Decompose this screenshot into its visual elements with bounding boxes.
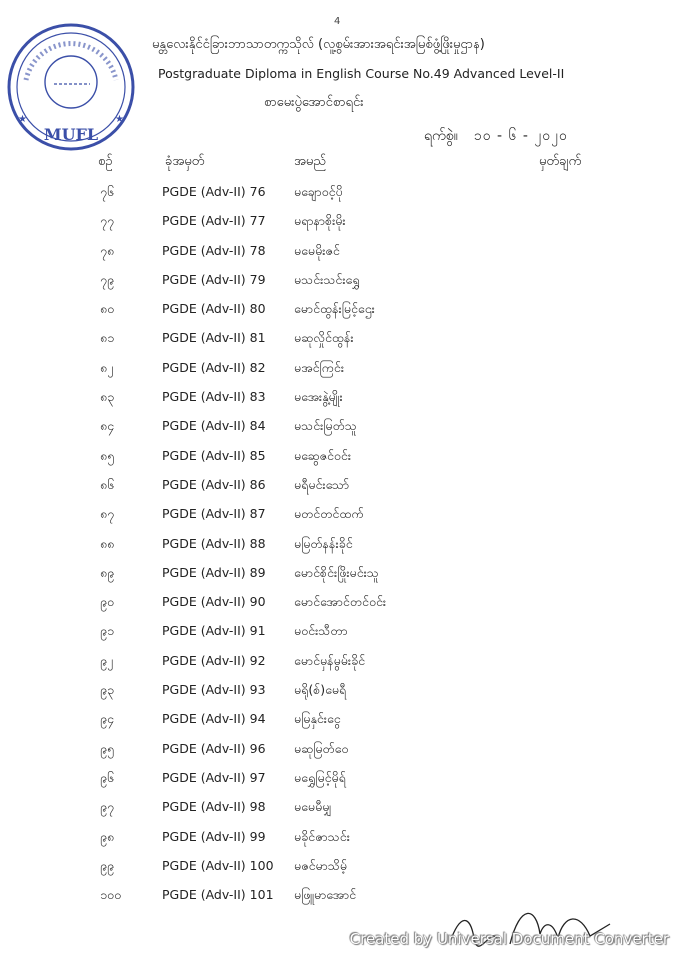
table-row [0,737,679,766]
table-row [0,619,679,648]
roll-number: PGDE (Adv-II) 81 [162,330,266,346]
roll-number: PGDE (Adv-II) 101 [162,887,274,903]
table-row [0,649,679,678]
row-number: ၉၅ [100,740,115,756]
university-seal [4,20,138,154]
student-name: မောင်မှန်မွမ်းခိုင် [294,652,366,668]
student-name: မဆုမြတ်ဝေ [294,740,349,756]
date-label: ရက်စွဲ။ [424,128,458,144]
student-name: မမြနှင်းငွေ [294,711,341,727]
row-number: ၉၄ [100,711,115,727]
table-row [0,532,679,561]
table-row [0,854,679,883]
row-number: ၇၈ [100,242,115,258]
roll-number: PGDE (Adv-II) 87 [162,506,266,522]
table-row [0,825,679,854]
column-header-no: စဉ် [98,154,113,169]
student-name: မအေးနွဲ့မျိုး [294,389,343,405]
row-number: ၇၆ [100,184,115,199]
student-name: မသင်းမြတ်သူ [294,418,357,434]
table-row [0,444,679,473]
row-number: ၉၈ [100,828,115,844]
student-name: မဆုလှိုင်ထွန်း [294,330,354,346]
student-name: မမေမိုးဇင် [294,242,340,258]
table-row [0,561,679,590]
roll-number: PGDE (Adv-II) 85 [162,447,266,463]
row-number: ၈၁ [100,330,115,346]
roll-number: PGDE (Adv-II) 76 [162,184,266,199]
watermark: Created by Universal Document Converter [349,930,669,948]
table-row [0,268,679,297]
column-header-remark: မှတ်ချက် [539,154,582,169]
roll-number: PGDE (Adv-II) 93 [162,682,266,698]
roll-number: PGDE (Adv-II) 88 [162,535,266,551]
student-name: မရီမင်းသော် [294,476,350,492]
student-name: မအင်ကြင်း [294,359,344,375]
results-table [0,180,679,912]
header-title-myanmar: မန္တလေးနိုင်ငံခြားဘာသာတက္ကသိုလ် (လူ့စွမ်းအားအရင်းအမြစ်ဖွံ့ဖြိုးမှုဌာန) [152,37,485,52]
column-header-name: အမည် [294,154,326,169]
seal-text: MUFL [43,125,99,144]
row-number: ၈၇ [100,506,115,522]
row-number: ၈၀ [100,301,115,317]
row-number: ၉၉ [100,857,115,873]
student-name: မရို(စ်)မေရီ [294,682,347,698]
table-row [0,766,679,795]
roll-number: PGDE (Adv-II) 83 [162,389,266,405]
roll-number: PGDE (Adv-II) 99 [162,828,266,844]
table-row [0,795,679,824]
student-name: မဆွေဇင်ဝင်း [294,447,352,463]
student-name: မခိုင်ဇာသင်း [294,828,350,844]
roll-number: PGDE (Adv-II) 77 [162,213,266,229]
row-number: ၉၇ [100,799,115,815]
roll-number: PGDE (Adv-II) 100 [162,857,274,873]
student-name: မရွှေမြင့်မိုရ် [294,769,346,785]
row-number: ၈၅ [100,447,115,463]
column-header-roll: ခုံအမှတ် [165,154,205,169]
page-number: 4 [334,16,341,27]
row-number: ၈၆ [100,476,115,492]
header-course-title: Postgraduate Diploma in English Course No.49 Advanced Level-II [158,66,565,81]
row-number: ၉၁ [100,623,115,639]
student-name: မချောဝင့်ပို [294,184,343,199]
table-row [0,502,679,531]
student-name: မရာနာစိုးမိုး [294,213,346,229]
row-number: ၇၉ [100,271,115,287]
student-name: မောင်ထွန်းမြင့်ဌေး [294,301,375,317]
roll-number: PGDE (Adv-II) 98 [162,799,266,815]
roll-number: PGDE (Adv-II) 84 [162,418,266,434]
student-name: မဝင်းသီတာ [294,623,348,639]
date-value: ၁၀ - ၆ - ၂၀၂၀ [473,128,568,144]
header-list-title: စာမေးပွဲအောင်စာရင်း [264,95,364,110]
table-row [0,678,679,707]
student-name: မောင်အောင်တင်ဝင်း [294,594,387,610]
student-name: မဇင်မာသိမ့် [294,857,348,873]
table-row [0,473,679,502]
table-row [0,180,679,209]
row-number: ၇၇ [100,213,115,229]
row-number: ၁၀၀ [100,887,122,903]
student-name: မသင်းသင်းရွှေ [294,271,360,287]
table-row [0,707,679,736]
row-number: ၈၃ [100,389,115,405]
row-number: ၉၃ [100,682,115,698]
student-name: မမေမီမျှ [294,799,332,815]
svg-text:★: ★ [115,114,124,125]
table-row [0,326,679,355]
svg-text:★: ★ [18,114,27,125]
roll-number: PGDE (Adv-II) 94 [162,711,266,727]
roll-number: PGDE (Adv-II) 82 [162,359,266,375]
roll-number: PGDE (Adv-II) 79 [162,271,266,287]
table-row [0,385,679,414]
row-number: ၉၂ [100,652,114,668]
table-row [0,209,679,238]
table-row [0,297,679,326]
row-number: ၈၈ [100,535,115,551]
date-line [424,126,568,147]
student-name: မောင်စိုင်းဖြိုးမင်းသူ [294,564,379,580]
roll-number: PGDE (Adv-II) 78 [162,242,266,258]
student-name: မဖြူမာအောင် [294,887,357,903]
row-number: ၉၆ [100,769,115,785]
row-number: ၉၀ [100,594,115,610]
row-number: ၈၂ [100,359,114,375]
table-row [0,356,679,385]
roll-number: PGDE (Adv-II) 92 [162,652,266,668]
roll-number: PGDE (Adv-II) 89 [162,564,266,580]
roll-number: PGDE (Adv-II) 80 [162,301,266,317]
table-row [0,414,679,443]
roll-number: PGDE (Adv-II) 97 [162,769,266,785]
roll-number: PGDE (Adv-II) 90 [162,594,266,610]
table-row [0,590,679,619]
roll-number: PGDE (Adv-II) 86 [162,476,266,492]
student-name: မမြတ်နန်းခိုင် [294,535,353,551]
table-row [0,239,679,268]
student-name: မတင်တင်ထက် [294,506,364,522]
row-number: ၈၉ [100,564,115,580]
roll-number: PGDE (Adv-II) 96 [162,740,266,756]
row-number: ၈၄ [100,418,115,434]
roll-number: PGDE (Adv-II) 91 [162,623,266,639]
